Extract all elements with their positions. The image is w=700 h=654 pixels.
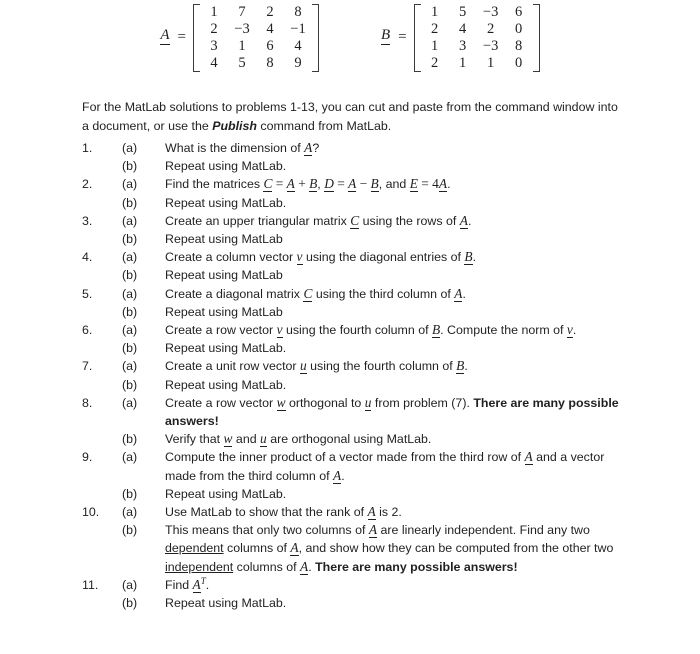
matrix-a-body (193, 4, 319, 72)
body-text: Repeat using MatLab (165, 268, 283, 283)
matrix-cell: −3 (482, 4, 499, 21)
math-variable: A (348, 176, 357, 192)
math-variable: v (566, 322, 573, 338)
math-variable: A (459, 212, 468, 228)
publish-command-emphasis: Publish (212, 118, 257, 133)
matrix-cell: 5 (238, 54, 246, 71)
body-text: Create a row vector (165, 395, 277, 410)
body-text: What is the dimension of (165, 141, 305, 155)
left-bracket-icon (193, 4, 200, 72)
body-text: This means that only two columns of (165, 523, 369, 538)
problem-part-label: (b) (122, 377, 138, 392)
problem-text (165, 339, 635, 357)
matrix-cell: 3 (459, 37, 467, 54)
problem-row (82, 394, 642, 430)
body-text: are linearly independent. Find any two (377, 523, 590, 538)
body-text: Verify that (165, 432, 224, 447)
problem-list (82, 139, 642, 612)
matrix-row (200, 21, 312, 38)
math-variable: A (524, 449, 533, 465)
matrix-cell: −1 (290, 21, 306, 38)
problem-part-label: (b) (122, 523, 138, 538)
math-variable: E (409, 176, 418, 192)
problem-number: 6. (82, 323, 93, 338)
math-variable: D (324, 176, 334, 192)
matrix-cell: 4 (459, 21, 467, 38)
problem-part-label: (b) (122, 304, 138, 319)
matrix-cell: 2 (431, 54, 439, 71)
problem-text (165, 321, 635, 339)
matrix-cell: 0 (515, 54, 523, 71)
body-text: Find the matrices (165, 177, 264, 192)
matrix-cell: 6 (515, 4, 523, 21)
problem-part-label: (a) (122, 577, 138, 592)
problem-part-label: (b) (122, 159, 138, 174)
body-text: Repeat using MatLab. (165, 596, 287, 611)
problem-row (82, 212, 642, 230)
matrix-cell: 8 (266, 54, 274, 71)
problem-row (82, 448, 642, 484)
body-text: orthogonal to (285, 395, 365, 410)
body-text: . (462, 286, 466, 301)
matrix-cell: −3 (482, 37, 499, 54)
problem-part-label: (b) (122, 486, 138, 501)
body-text: Create a diagonal matrix (165, 286, 304, 301)
problem-part-label: (a) (122, 250, 138, 265)
matrix-cell: 4 (210, 54, 218, 71)
problem-part-label: (a) (122, 286, 138, 301)
problem-row (82, 357, 642, 375)
matrix-b-equals-sign: = (398, 29, 407, 46)
math-variable: A (304, 140, 313, 155)
problem-text (165, 357, 635, 375)
problem-row (82, 321, 642, 339)
math-variable: A (367, 504, 376, 520)
math-variable: C (350, 212, 360, 228)
matrix-row (200, 4, 312, 21)
body-text: Repeat using MatLab. (165, 159, 287, 174)
problem-text (165, 594, 635, 612)
math-operator: = (333, 176, 349, 192)
problem-text (165, 194, 635, 212)
problem-part-label: (a) (122, 359, 138, 374)
problem-row (82, 594, 642, 612)
body-text: Use MatLab to show that the rank of (165, 505, 368, 520)
body-text: Compute the inner product of a vector made from the third row of (165, 450, 525, 465)
problem-part-label: (b) (122, 268, 138, 283)
problem-number: 8. (82, 395, 93, 410)
matrix-cell: 2 (431, 21, 439, 38)
problem-text (165, 248, 635, 266)
math-variable: u (260, 431, 267, 447)
matrix-cell: 1 (487, 54, 495, 71)
matrix-cell: 4 (266, 21, 274, 38)
problem-text (165, 376, 635, 394)
body-text: from problem (7). (371, 395, 474, 410)
problem-row (82, 303, 642, 321)
matrix-cell: 2 (487, 21, 495, 38)
matrix-cell: 8 (294, 4, 302, 21)
problem-text (165, 212, 635, 230)
body-text: . (205, 577, 210, 592)
body-text: . (572, 323, 577, 338)
underlined-term: dependent (165, 541, 224, 556)
right-bracket-icon (312, 4, 319, 72)
problem-part-label: (b) (122, 232, 138, 247)
body-text: . (308, 559, 316, 574)
problem-number: 4. (82, 250, 93, 265)
math-variable: A (290, 540, 299, 556)
matrix-cell: −3 (234, 21, 250, 38)
matrix-cell: 1 (431, 37, 439, 54)
body-text: . Compute the norm of (440, 323, 567, 338)
problem-text (165, 394, 635, 430)
body-text: . (447, 177, 451, 192)
problem-number: 9. (82, 450, 93, 465)
body-text: are orthogonal using MatLab. (266, 432, 432, 447)
problem-text (165, 139, 635, 157)
problem-part-label: (b) (122, 341, 138, 356)
body-text: Create a row vector (165, 323, 277, 338)
problem-part-label: (a) (122, 141, 138, 155)
problem-text (165, 430, 635, 448)
math-variable: A (192, 576, 201, 592)
body-text: and (232, 432, 261, 447)
problem-text (165, 303, 635, 321)
math-variable: B (456, 358, 465, 374)
body-text: using the fourth column of (306, 359, 457, 374)
matrix-cell: 1 (210, 4, 218, 21)
matrix-row (421, 55, 533, 72)
problem-text (165, 503, 635, 521)
problem-part-label: (a) (122, 450, 138, 465)
math-variable: C (303, 285, 313, 301)
body-text: Repeat using MatLab (165, 304, 283, 319)
problem-text (165, 175, 635, 193)
math-variable: w (276, 394, 286, 410)
matrix-cell: 7 (238, 4, 246, 21)
problem-text (165, 485, 635, 503)
math-variable: v (276, 322, 283, 338)
matrix-cell: 1 (238, 37, 246, 54)
matrix-cell: 8 (515, 37, 523, 54)
problem-number: 5. (82, 286, 93, 301)
problem-number: 2. (82, 177, 93, 192)
matrix-cell: 1 (431, 4, 439, 21)
body-text: and a vector made from the third column of (165, 450, 605, 483)
matrix-b-label: B (381, 27, 391, 44)
body-text: Repeat using MatLab. (165, 195, 287, 210)
problem-number: 7. (82, 359, 93, 374)
math-variable: v (296, 249, 303, 265)
math-variable: A (368, 522, 378, 538)
matrix-row (421, 38, 533, 55)
math-variable: A (286, 176, 295, 192)
body-text: Create a unit row vector (165, 359, 300, 374)
emphasis-text: There are many possible answers! (315, 559, 518, 574)
problem-row (82, 285, 642, 303)
left-bracket-icon (414, 4, 421, 72)
problem-part-label: (b) (122, 195, 138, 210)
matrix-display-block (0, 4, 700, 72)
problem-row (82, 248, 642, 266)
problem-text (165, 576, 635, 594)
math-variable: A (300, 558, 309, 574)
problem-text (165, 448, 635, 484)
problem-row (82, 194, 642, 212)
problem-part-label: (a) (122, 395, 138, 410)
matrix-row (200, 38, 312, 55)
math-variable: B (370, 176, 379, 192)
body-text: columns of (233, 559, 301, 574)
problem-part-label: (a) (122, 213, 138, 228)
problem-part-label: (a) (122, 177, 138, 192)
problem-row (82, 230, 642, 248)
body-text: , (317, 177, 325, 192)
math-operator: + (294, 176, 310, 192)
body-text: using the third column of (312, 286, 455, 301)
matrix-a-equals-sign: = (177, 29, 186, 46)
problem-row (82, 266, 642, 284)
matrix-equation-a (160, 4, 319, 72)
body-text: Repeat using MatLab. (165, 341, 287, 356)
problem-row (82, 376, 642, 394)
matrix-equation-b (381, 4, 540, 72)
matrix-cell: 9 (294, 54, 302, 71)
body-text: . (464, 359, 468, 374)
body-text: Repeat using MatLab (165, 232, 283, 247)
problem-number: 3. (82, 213, 93, 228)
right-bracket-icon (533, 4, 540, 72)
matrix-a-label: A (160, 27, 170, 44)
problem-text (165, 285, 635, 303)
matrix-cell: 4 (294, 37, 302, 54)
problem-text (165, 230, 635, 248)
problem-part-label: (a) (122, 323, 138, 338)
matrix-cell: 0 (515, 21, 523, 38)
intro-text-part1: For the MatLab solutions to problems 1-13, you can cut and paste from the command window into a document, or use the (82, 100, 618, 133)
matrix-cell: 3 (210, 37, 218, 54)
math-variable: w (223, 431, 233, 447)
math-variable: A (454, 285, 463, 301)
math-variable: A (333, 467, 342, 483)
problem-row (82, 503, 642, 521)
body-text: Find (165, 577, 193, 592)
body-text: , and (378, 177, 410, 192)
matrix-cell: 6 (266, 37, 274, 54)
matrix-row (421, 21, 533, 38)
body-text: Create a column vector (165, 250, 297, 265)
problem-number: 11. (82, 577, 99, 592)
matrix-row (200, 55, 312, 72)
problem-part-label: (b) (122, 596, 138, 611)
matrix-cell: 5 (459, 4, 467, 21)
matrix-b-table (421, 4, 533, 72)
problem-part-label: (b) (122, 432, 138, 447)
math-variable: A (438, 176, 448, 192)
body-text: using the diagonal entries of (302, 250, 465, 265)
math-variable: B (309, 176, 318, 192)
matrix-a-table (200, 4, 312, 72)
emphasis-text: There are many possible answers! (165, 395, 619, 429)
intro-text-part2: command from MatLab. (256, 118, 392, 133)
problem-row (82, 175, 642, 193)
problem-row (82, 139, 642, 157)
body-text: using the rows of (359, 213, 460, 228)
problem-row (82, 485, 642, 503)
problem-text (165, 157, 635, 175)
math-variable: u (364, 394, 372, 410)
body-text: . (341, 468, 345, 483)
body-text: Create an upper triangular matrix (165, 213, 351, 228)
math-operator: = 4 (417, 176, 439, 192)
problem-row (82, 521, 642, 576)
problem-row (82, 339, 642, 357)
problem-text (165, 521, 635, 576)
matrix-b-body (414, 4, 540, 72)
matrix-cell: 1 (459, 54, 467, 71)
body-text: is 2. (375, 505, 402, 520)
problem-number: 1. (82, 141, 93, 155)
math-variable: u (299, 358, 307, 374)
body-text: Repeat using MatLab. (165, 377, 287, 392)
body-text: . (472, 250, 477, 265)
problem-row (82, 157, 642, 175)
problem-part-label: (a) (122, 505, 138, 520)
problem-text (165, 266, 635, 284)
underlined-term: independent (165, 559, 234, 574)
problem-row (82, 430, 642, 448)
math-variable: C (263, 176, 273, 192)
body-text: . (467, 213, 472, 228)
math-superscript: T (200, 575, 206, 586)
math-variable: B (464, 249, 473, 265)
problem-number: 10. (82, 505, 100, 520)
body-text: using the fourth column of (282, 323, 432, 338)
matrix-row (421, 4, 533, 21)
problem-row (82, 576, 642, 594)
math-operator: = (272, 176, 287, 192)
matrix-cell: 2 (210, 21, 218, 38)
body-text: Repeat using MatLab. (165, 486, 287, 501)
intro-paragraph (82, 98, 627, 135)
body-text: columns of (223, 541, 291, 556)
math-operator: − (356, 176, 371, 192)
body-text: ? (312, 141, 320, 155)
matrix-cell: 2 (266, 4, 274, 21)
body-text: , and show how they can be computed from the other two (298, 541, 614, 556)
math-variable: B (431, 322, 441, 338)
